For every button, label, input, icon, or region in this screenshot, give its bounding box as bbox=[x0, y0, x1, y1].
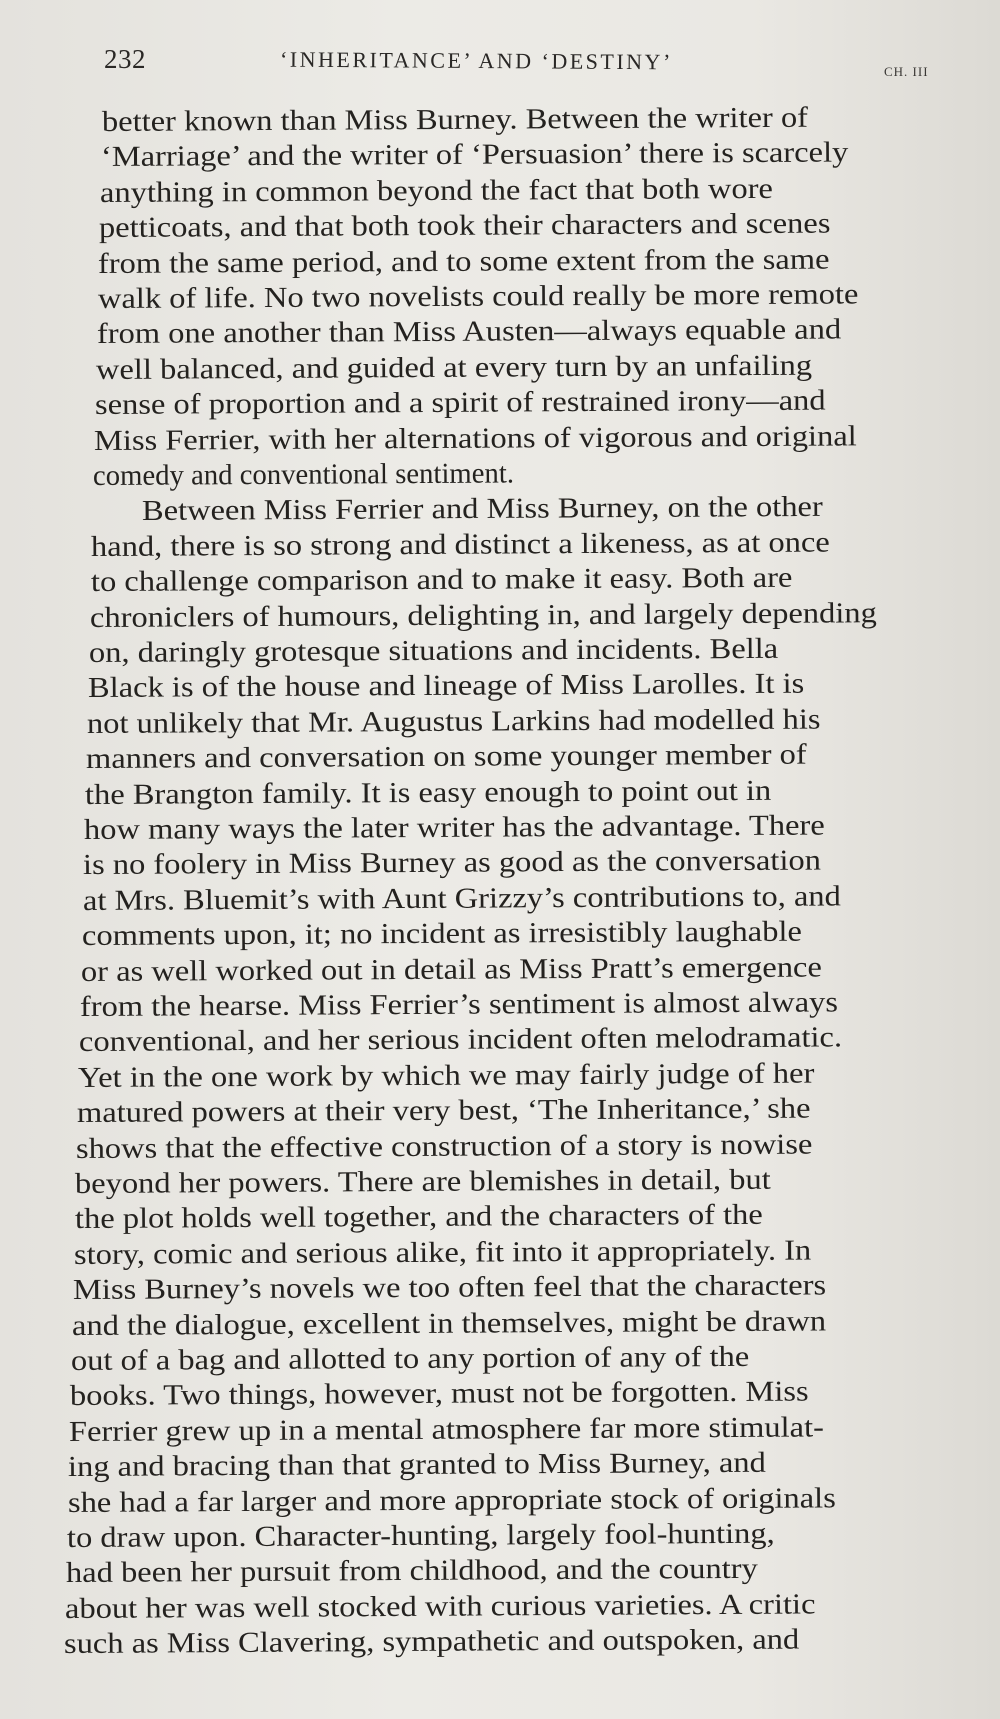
text-line: from the hearse. Miss Ferrier’s sentiment is almost always bbox=[79, 986, 839, 1023]
text-line: Ferrier grew up in a mental atmosphere far more stimulat- bbox=[69, 1411, 825, 1448]
text-line: how many ways the later writer has the advantage. There bbox=[84, 809, 826, 846]
text-line: she had a far larger and more appropriate stock of originals bbox=[67, 1481, 836, 1519]
text-line: better known than Miss Burney. Between the writer of bbox=[101, 101, 809, 138]
text-line: and the dialogue, excellent in themselves, might be drawn bbox=[71, 1304, 827, 1342]
chapter-reference: CH. III bbox=[884, 64, 929, 79]
text-line: petticoats, and that both took their characters and scenes bbox=[99, 207, 831, 245]
text-line: Miss Ferrier, with her alternations of vigorous and original bbox=[93, 419, 857, 457]
paragraph-start-line: Between Miss Ferrier and Miss Burney, on the other bbox=[142, 491, 824, 528]
text-line: matured powers at their very best, ‘The Inheritance,’ she bbox=[77, 1092, 811, 1130]
text-line: not unlikely that Mr. Augustus Larkins had modelled his bbox=[86, 703, 821, 740]
text-line: conventional, and her serious incident often melodramatic. bbox=[78, 1021, 843, 1059]
text-line: to draw upon. Character-hunting, largely fool-hunting, bbox=[66, 1517, 775, 1554]
text-line: beyond her powers. There are blemishes in detail, but bbox=[75, 1163, 772, 1200]
text-line: shows that the effective construction of a story is nowise bbox=[76, 1128, 813, 1165]
running-title: ‘INHERITANCE’ AND ‘DESTINY’ bbox=[279, 46, 673, 75]
text-line: ‘Marriage’ and the writer of ‘Persuasion’ there is scarcely bbox=[101, 136, 849, 174]
text-line: Yet in the one work by which we may fairly judge of her bbox=[78, 1057, 815, 1094]
text-line: chroniclers of humours, delighting in, and largely depending bbox=[89, 596, 877, 634]
text-line: at Mrs. Bluemit’s with Aunt Grizzy’s contributions to, and bbox=[82, 880, 841, 917]
text-line: or as well worked out in detail as Miss Pratt’s emergence bbox=[80, 951, 822, 988]
text-line: Miss Burney’s novels we too often feel that the characters bbox=[72, 1269, 827, 1307]
text-line: books. Two things, however, must not be forgotten. Miss bbox=[70, 1375, 809, 1413]
text-line: had been her pursuit from childhood, and the country bbox=[65, 1553, 758, 1590]
text-line: walk of life. No two novelists could really be more remote bbox=[97, 278, 859, 315]
text-line: the plot holds well together, and the characters of the bbox=[74, 1199, 763, 1236]
text-line: Black is of the house and lineage of Miss Larolles. It is bbox=[87, 668, 805, 705]
text-line: from one another than Miss Austen—always equable and bbox=[96, 313, 841, 351]
text-line: sense of proportion and a spirit of restrained irony—and bbox=[94, 384, 826, 422]
text-line: comedy and conventional sentiment. bbox=[93, 457, 515, 492]
body-text bbox=[60, 101, 960, 1698]
text-line: ing and bracing than that granted to Miss Burney, and bbox=[68, 1446, 767, 1484]
running-head bbox=[0, 40, 1000, 80]
text-line: the Brangton family. It is easy enough to point out in bbox=[85, 774, 772, 811]
page-number: 232 bbox=[104, 44, 146, 74]
text-line: manners and conversation on some younger member of bbox=[85, 738, 807, 776]
text-line: such as Miss Clavering, sympathetic and outspoken, and bbox=[63, 1623, 800, 1661]
text-line: story, comic and serious alike, fit into it appropriately. In bbox=[73, 1234, 812, 1271]
text-line: is no foolery in Miss Burney as good as the conversation bbox=[83, 844, 822, 882]
text-line: about her was well stocked with curious varieties. A critic bbox=[64, 1588, 816, 1625]
text-line: anything in common beyond the fact that both wore bbox=[100, 172, 774, 209]
text-line: from the same period, and to some extent from the same bbox=[98, 243, 831, 280]
text-line: out of a bag and allotted to any portion of any of the bbox=[70, 1340, 750, 1377]
text-line: on, daringly grotesque situations and incidents. Bella bbox=[88, 632, 779, 669]
text-line: comments upon, it; no incident as irresistibly laughable bbox=[81, 915, 802, 953]
text-line: to challenge comparison and to make it easy. Both are bbox=[90, 561, 792, 599]
text-line: hand, there is so strong and distinct a likeness, as at once bbox=[91, 526, 831, 563]
text-line: well balanced, and guided at every turn by an unfailing bbox=[95, 349, 813, 386]
